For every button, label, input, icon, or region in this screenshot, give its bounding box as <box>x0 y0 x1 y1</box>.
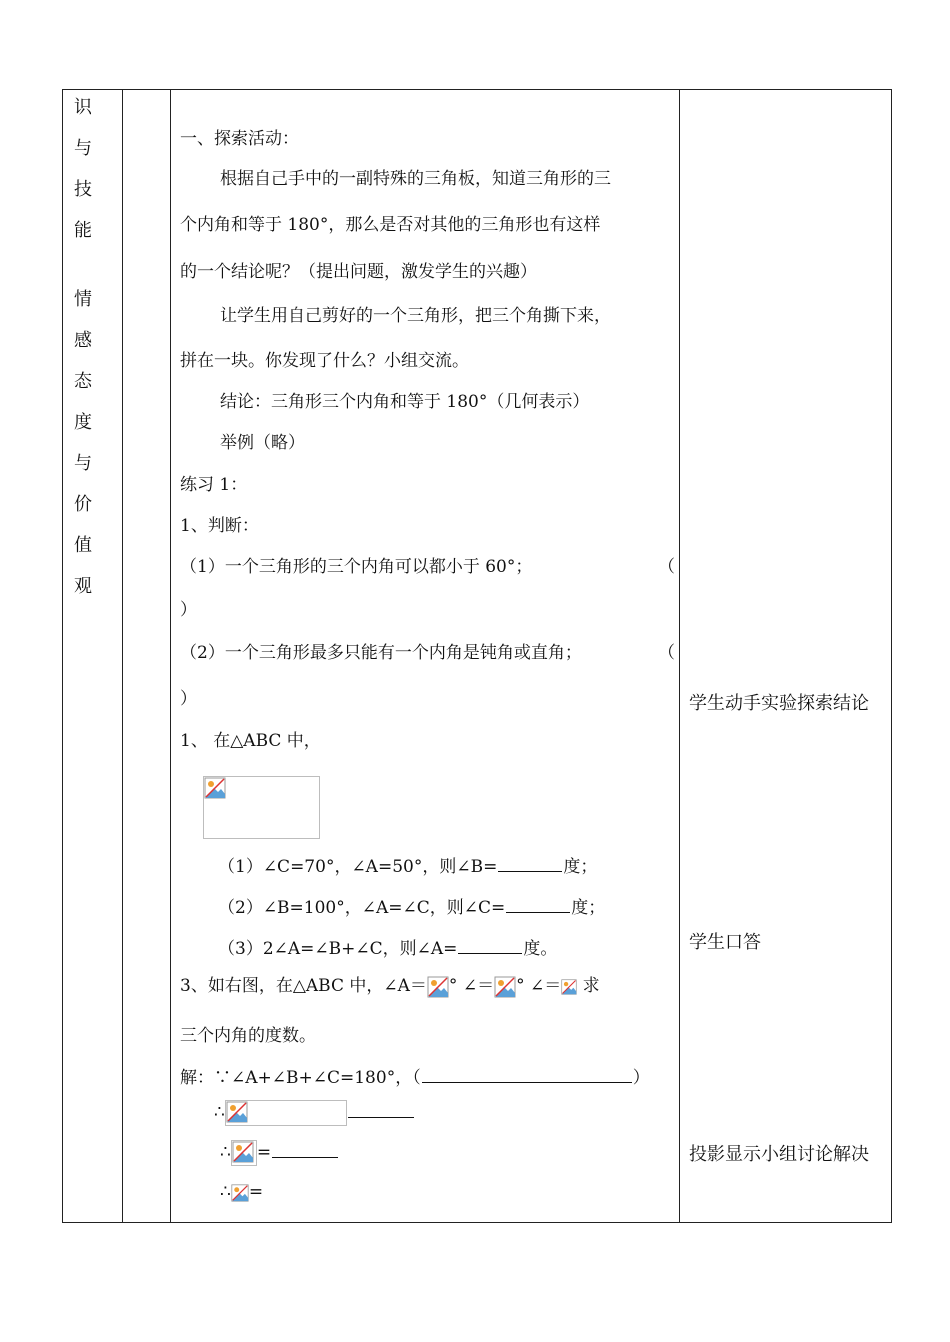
paragraph-line: 的一个结论呢？（提出问题，激发学生的兴趣） <box>180 262 537 282</box>
answer-paren-open: （ <box>658 557 675 577</box>
paragraph-line: 让学生用自己剪好的一个三角形，把三个角撕下来， <box>220 306 611 326</box>
vertical-char: 度 <box>74 412 92 433</box>
solution-step <box>220 1140 339 1166</box>
question-text: ° ∠＝ <box>448 976 495 996</box>
judge-item: （1）一个三角形的三个内角可以都小于 60°； <box>180 557 533 577</box>
question-item <box>218 893 605 918</box>
exercise-title: 练习 1： <box>180 475 248 495</box>
answer-blank[interactable] <box>506 911 570 913</box>
answer-paren-close: ） <box>180 600 197 620</box>
paragraph-line: 拼在一块。你发现了什么？小组交流。 <box>180 351 469 371</box>
formula-image-frame <box>225 1100 347 1126</box>
broken-image-icon <box>427 976 449 998</box>
answer-blank[interactable] <box>458 952 522 954</box>
broken-image-icon <box>231 1140 257 1166</box>
degree-suffix: 度； <box>563 857 598 877</box>
vertical-char: 与 <box>74 453 92 474</box>
vertical-char: 价 <box>74 494 92 515</box>
answer-blank[interactable] <box>498 870 562 872</box>
paragraph-line: 根据自己手中的一副特殊的三角板，知道三角形的三 <box>220 169 611 189</box>
solution-line <box>180 1063 650 1088</box>
vertical-char: 值 <box>74 535 92 556</box>
broken-image-icon <box>231 1184 249 1202</box>
question-item <box>218 852 597 877</box>
answer-paren-open: （ <box>658 643 675 663</box>
example-text: 举例（略） <box>220 433 305 453</box>
broken-image-icon <box>204 777 226 799</box>
degree-suffix: 度； <box>571 898 606 918</box>
solution-step <box>214 1100 415 1126</box>
teaching-note: 投影显示小组讨论解决 <box>689 1144 869 1165</box>
vertical-char: 识 <box>74 97 92 118</box>
vertical-char: 态 <box>74 371 92 392</box>
reason-blank[interactable] <box>422 1081 632 1083</box>
teaching-note: 学生口答 <box>689 932 761 953</box>
question-text: 3、如右图，在△ABC 中，∠A＝ <box>180 976 427 996</box>
equals-sign: = <box>248 1182 264 1202</box>
conclusion-text: 结论：三角形三个内角和等于 180°（几何表示） <box>220 392 590 412</box>
question-title: 1、 在△ABC 中， <box>180 731 321 751</box>
question-text: 求 <box>577 976 600 996</box>
solution-text: ） <box>632 1068 650 1088</box>
answer-paren-close: ） <box>180 689 197 709</box>
teaching-notes-column <box>679 90 891 1222</box>
therefore-symbol: ∴ <box>214 1102 225 1123</box>
paragraph-line: 个内角和等于 180°，那么是否对其他的三角形也有这样 <box>180 215 601 235</box>
lesson-table <box>62 89 892 1223</box>
question-text: （1）∠C=70°，∠A=50°，则∠B= <box>218 857 498 877</box>
equals-sign: = <box>256 1142 272 1163</box>
section-title: 一、探索活动： <box>180 129 299 149</box>
degree-suffix: 度。 <box>523 939 558 959</box>
question-text: （3）2∠A=∠B+∠C，则∠A= <box>218 939 458 959</box>
therefore-symbol: ∴ <box>220 1182 231 1202</box>
answer-blank[interactable] <box>348 1116 414 1118</box>
question-text: 三个内角的度数。 <box>180 1026 316 1046</box>
lesson-content <box>170 90 679 1222</box>
objective-label-column <box>63 90 122 1222</box>
vertical-char: 技 <box>74 179 92 200</box>
question-item <box>218 934 557 959</box>
therefore-symbol: ∴ <box>220 1142 231 1163</box>
broken-image-icon <box>494 976 516 998</box>
vertical-char: 能 <box>74 220 92 241</box>
answer-blank[interactable] <box>272 1156 338 1158</box>
question-text: （2）∠B=100°，∠A=∠C，则∠C= <box>218 898 506 918</box>
vertical-char: 感 <box>74 330 92 351</box>
broken-image-icon <box>226 1101 248 1123</box>
solution-step <box>220 1182 263 1202</box>
judge-title: 1、判断： <box>180 516 259 536</box>
triangle-figure-frame <box>203 776 320 839</box>
vertical-char: 与 <box>74 138 92 159</box>
broken-image-icon <box>561 979 577 995</box>
vertical-char: 情 <box>74 289 92 310</box>
solution-text: 解：∵∠A+∠B+∠C=180°，（ <box>180 1068 421 1088</box>
question-title <box>180 971 600 998</box>
judge-item: （2）一个三角形最多只能有一个内角是钝角或直角； <box>180 643 582 663</box>
question-text: ° ∠＝ <box>516 976 562 996</box>
vertical-char: 观 <box>74 576 92 597</box>
teaching-note: 学生动手实验探索结论 <box>689 693 869 714</box>
column-divider <box>122 90 123 1222</box>
